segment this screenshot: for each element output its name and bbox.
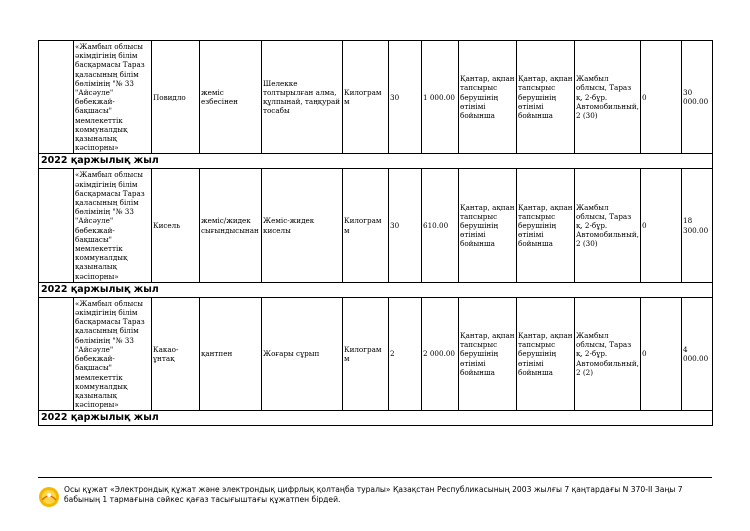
quantity-cell: 30	[389, 41, 422, 154]
item-name-cell: Повидло	[152, 41, 200, 154]
item-name-cell: Кисель	[152, 169, 200, 282]
delivery-place-cell: Жамбыл облысы, Тараз қ, 2-бұр. Автомобильный, 2 (30)	[575, 169, 641, 282]
delivery-term-cell: Қантар, ақпан тапсырыс берушінің өтінімі бойынша	[517, 297, 575, 410]
row-index-cell	[39, 169, 74, 282]
item-description-cell: Жоғары сұрып	[262, 297, 343, 410]
unit-cell: Килограмм	[343, 297, 389, 410]
unit-cell: Килограмм	[343, 41, 389, 154]
table-row	[39, 169, 713, 282]
item-description-cell: Жеміс-жидек киселы	[262, 169, 343, 282]
year-label: 2022 қаржылық жыл	[39, 282, 713, 297]
customer-cell: «Жамбыл облысы әкімдігінің білім басқармасы Тараз қаласының білім бөлімінің "№ 33 "Айсәуле" бөбекжай-бақшасы" мемлекеттік коммуналдық қазыналық кәсіпорны»	[74, 297, 152, 410]
delivery-term-cell: Қантар, ақпан тапсырыс берушінің өтінімі бойынша	[459, 41, 517, 154]
item-name-cell: Какао-ұнтақ	[152, 297, 200, 410]
sum-cell: 30 000.00	[682, 41, 713, 154]
year-row	[39, 411, 713, 426]
price-cell: 1 000.00	[422, 41, 459, 154]
price-cell: 610.00	[422, 169, 459, 282]
row-index-cell	[39, 41, 74, 154]
customer-cell: «Жамбыл облысы әкімдігінің білім басқармасы Тараз қаласының білім бөлімінің "№ 33 "Айсәуле" бөбекжай-бақшасы" мемлекеттік коммуналдық қазыналық кәсіпорны»	[74, 41, 152, 154]
year-row	[39, 282, 713, 297]
delivery-place-cell: Жамбыл облысы, Тараз қ, 2-бұр. Автомобильный, 2 (30)	[575, 41, 641, 154]
advance-cell: 0	[641, 297, 682, 410]
quantity-cell: 2	[389, 297, 422, 410]
delivery-term-cell: Қантар, ақпан тапсырыс берушінің өтінімі бойынша	[459, 169, 517, 282]
row-index-cell	[39, 297, 74, 410]
table-row	[39, 41, 713, 154]
egov-seal-icon	[38, 486, 60, 508]
item-feature-cell: қантпен	[200, 297, 262, 410]
delivery-term-cell: Қантар, ақпан тапсырыс берушінің өтінімі бойынша	[517, 41, 575, 154]
customer-cell: «Жамбыл облысы әкімдігінің білім басқармасы Тараз қаласының білім бөлімінің "№ 33 "Айсәуле" бөбекжай-бақшасы" мемлекеттік коммуналдық қазыналық кәсіпорны»	[74, 169, 152, 282]
price-cell: 2 000.00	[422, 297, 459, 410]
item-description-cell: Шелекке толтырылған алма, құлпынай, таңқурай тосабы	[262, 41, 343, 154]
item-feature-cell: жеміс/жидек сығындысынан	[200, 169, 262, 282]
year-label: 2022 қаржылық жыл	[39, 154, 713, 169]
delivery-term-cell: Қантар, ақпан тапсырыс берушінің өтінімі бойынша	[517, 169, 575, 282]
delivery-place-cell: Жамбыл облысы, Тараз қ, 2-бұр. Автомобильный, 2 (2)	[575, 297, 641, 410]
sum-cell: 18 300.00	[682, 169, 713, 282]
advance-cell: 0	[641, 169, 682, 282]
advance-cell: 0	[641, 41, 682, 154]
unit-cell: Килограмм	[343, 169, 389, 282]
table-row	[39, 297, 713, 410]
procurement-table	[38, 40, 713, 426]
footer-divider	[38, 477, 712, 478]
sum-cell: 4 000.00	[682, 297, 713, 410]
item-feature-cell: жеміс езбесінен	[200, 41, 262, 154]
year-row	[39, 154, 713, 169]
legal-note: Осы құжат «Электрондық құжат және электрондық цифрлық қолтаңба туралы» Қазақстан Республикасының 2003 жылғы 7 қаңтардағы N 370-II Заңы 7 бабының 1 тармағына сәйкес қағаз тасығыштағы құжатпен бірдей.	[64, 485, 683, 504]
quantity-cell: 30	[389, 169, 422, 282]
delivery-term-cell: Қантар, ақпан тапсырыс берушінің өтінімі бойынша	[459, 297, 517, 410]
year-label: 2022 қаржылық жыл	[39, 411, 713, 426]
